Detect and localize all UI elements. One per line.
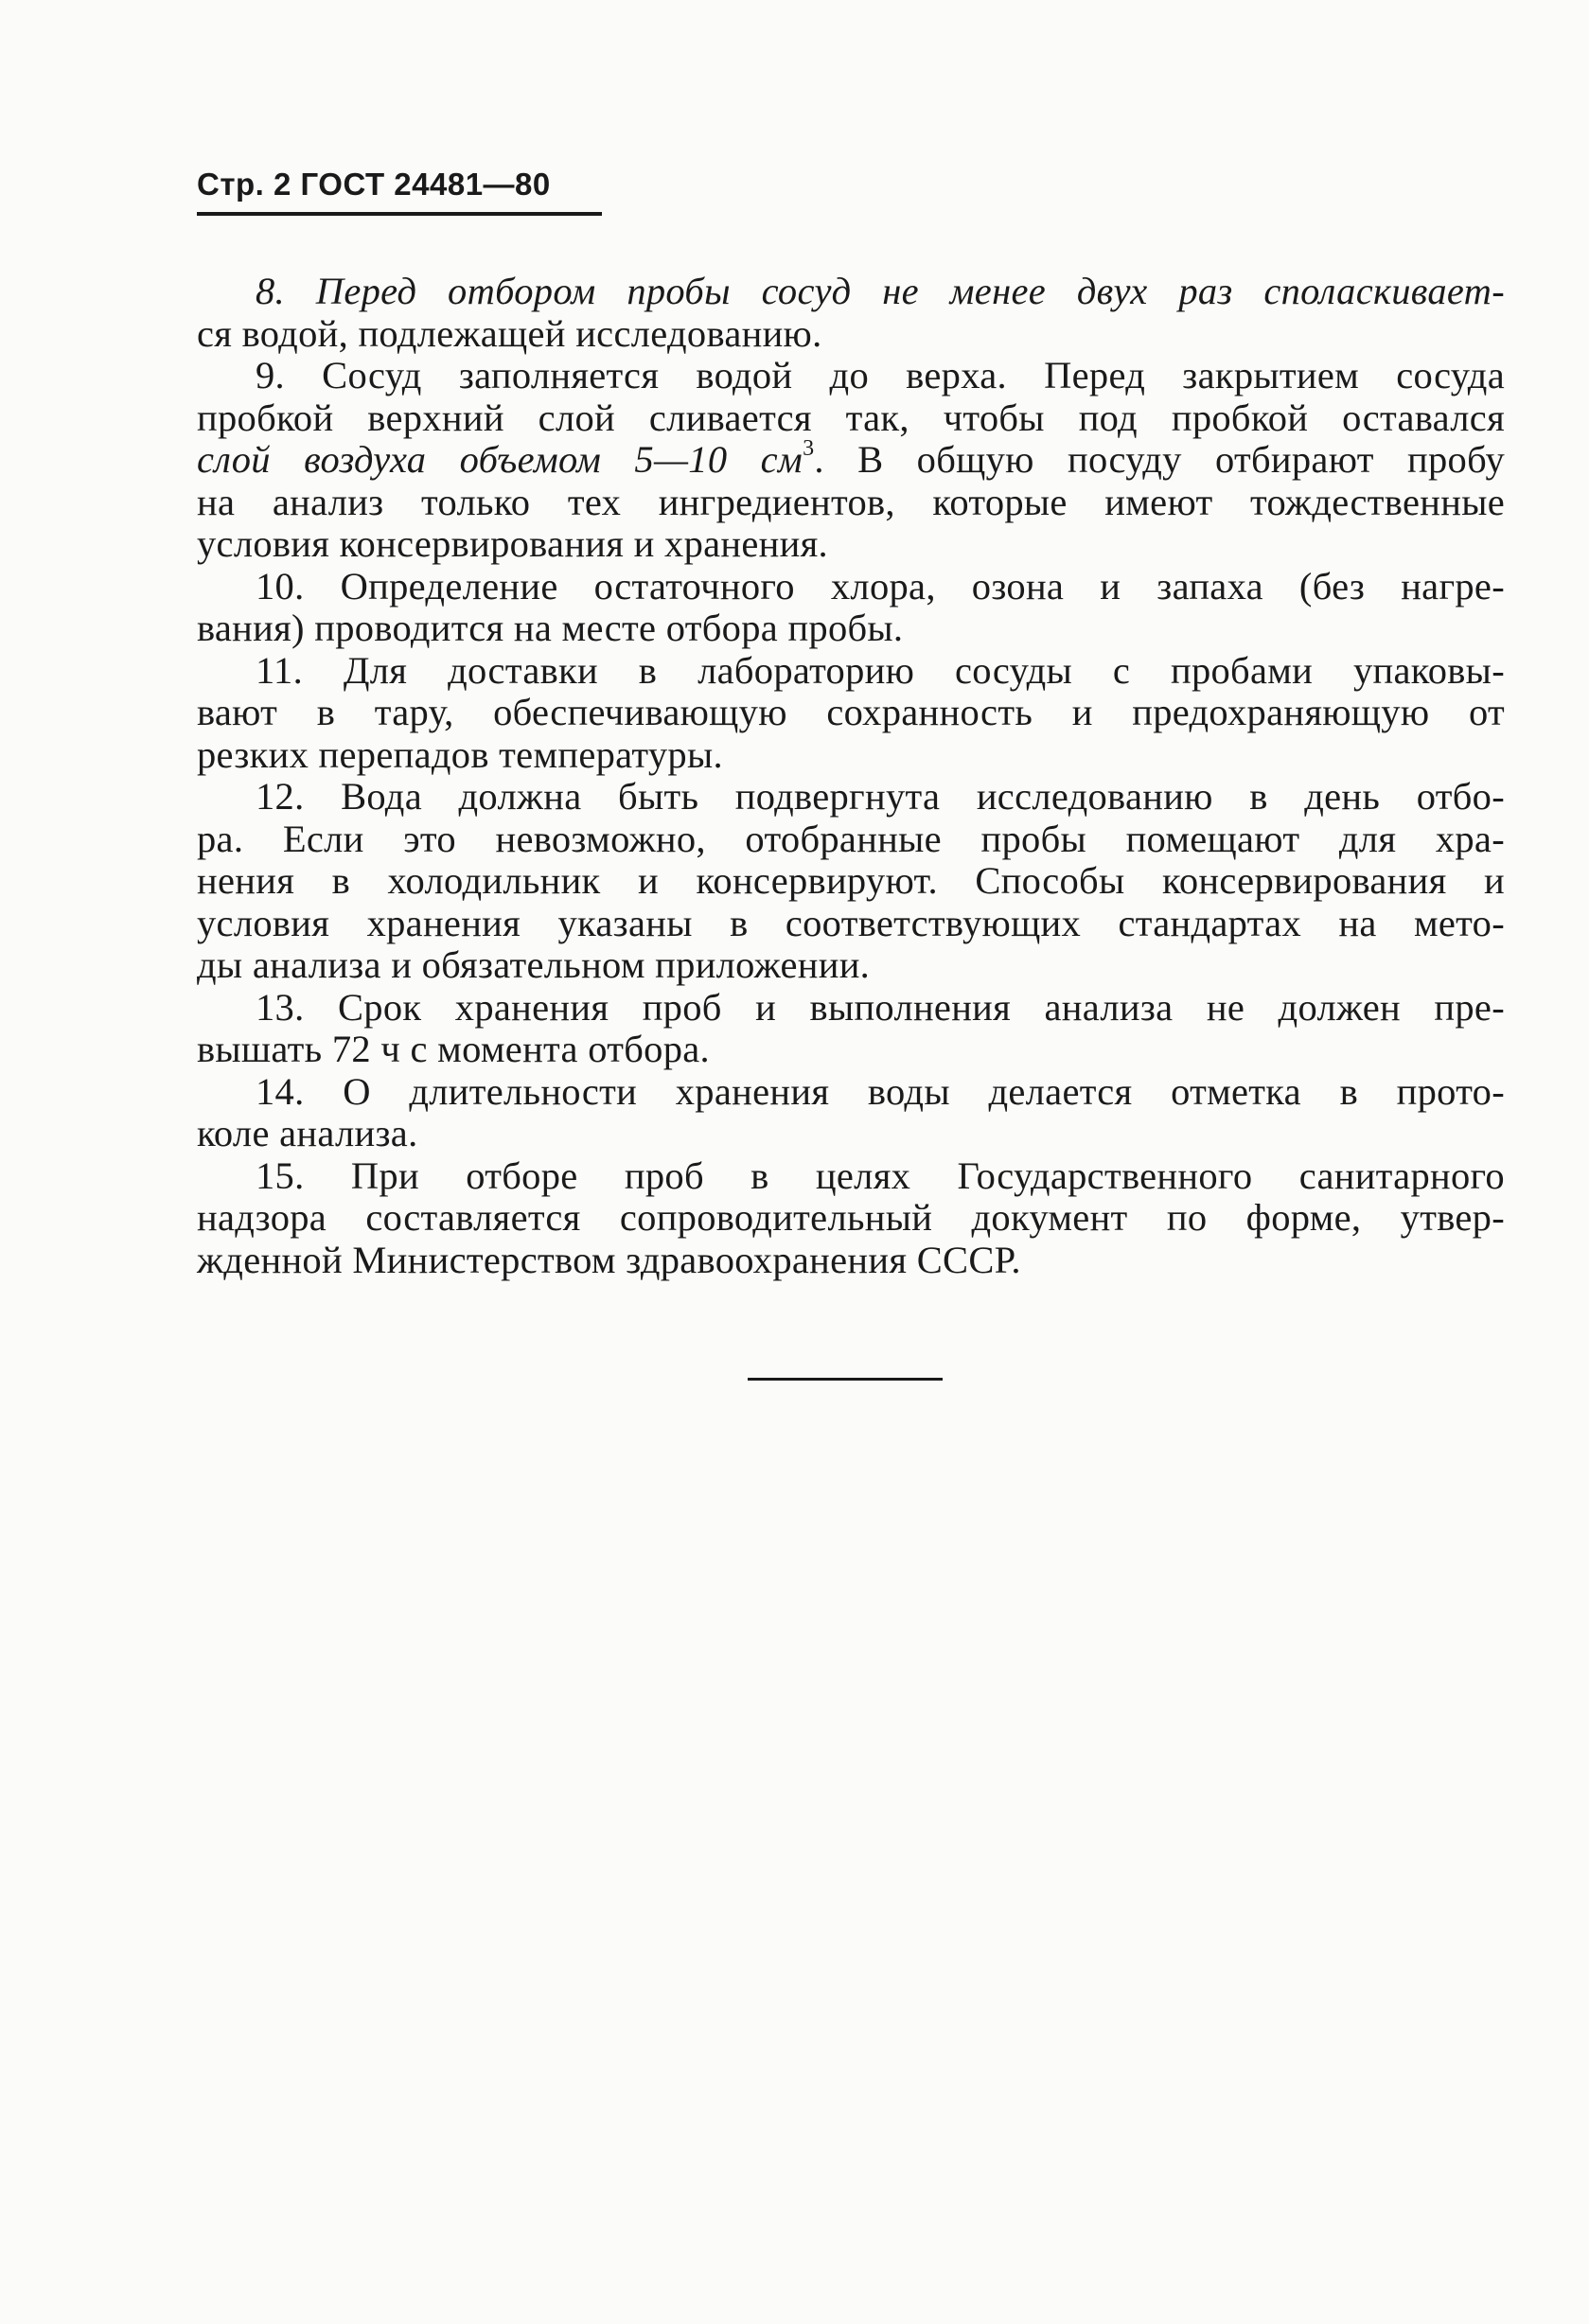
paragraph-line: 15. При отборе проб в целях Государственного санитарного — [256, 1153, 1505, 1197]
paragraph-line: на анализ только тех ингредиентов, которые имеют тождественные — [197, 480, 1505, 523]
paragraph-line: 10. Определение остаточного хлора, озона и запаха (без нагре- — [256, 564, 1505, 607]
superscript: 3 — [803, 435, 815, 461]
paragraph-line: надзора составляется сопроводительный документ по форме, утвер- — [197, 1196, 1505, 1239]
paragraph-line: жденной Министерством здравоохранения СССР. — [197, 1238, 1021, 1281]
header-text — [197, 167, 604, 202]
paragraph-number: 14. — [256, 1069, 305, 1113]
paragraph-12 — [197, 776, 1505, 987]
paragraph-line: резких перепадов температуры. — [197, 732, 723, 776]
paragraph-11 — [197, 650, 1505, 777]
paragraph-line: пробкой верхний слой сливается так, чтобы под пробкой оставался — [197, 396, 1505, 439]
paragraph-number: 8. — [256, 270, 285, 312]
paragraph-number: 9. — [256, 354, 285, 396]
paragraph-line: 11. Для доставки в лабораторию сосуды с пробами упаковы- — [256, 648, 1505, 692]
paragraph-line: коле анализа. — [197, 1112, 418, 1154]
paragraph-10 — [197, 566, 1505, 650]
paragraph-13 — [197, 987, 1505, 1071]
paragraph-number: 11. — [256, 648, 304, 692]
end-rule — [748, 1378, 943, 1381]
paragraph-line: слой воздуха объемом 5—10 $см^3$. В общую посуду отбирают пробу — [197, 435, 1505, 481]
paragraph-number: 10. — [256, 564, 305, 607]
paragraph-line: 9. Сосуд заполняется водой до верха. Перед закрытием сосуда — [256, 354, 1505, 396]
paragraph-line: условия консервирования и хранения. — [197, 522, 828, 565]
paragraph-14 — [197, 1071, 1505, 1155]
paragraph-15 — [197, 1155, 1505, 1282]
paragraph-line: нения в холодильник и консервируют. Способы консервирования и — [197, 859, 1505, 902]
paragraph-line: 14. О длительности хранения воды делается отметка в прото- — [256, 1069, 1505, 1113]
paragraph-9 — [197, 355, 1505, 566]
paragraph-line: 12. Вода должна быть подвергнута исследованию в день отбо- — [256, 775, 1505, 818]
paragraph-line: вания) проводится на месте отбора пробы. — [197, 607, 904, 649]
paragraph-8 — [197, 271, 1505, 355]
paragraph-line: вают в тару, обеспечивающую сохранность и предохраняющую от — [197, 691, 1505, 733]
header-rule — [197, 212, 602, 216]
paragraph-line: 8. Перед отбором пробы сосуд не менее двух раз споласкивает- — [256, 270, 1505, 312]
paragraph-line: ды анализа и обязательном приложении. — [197, 943, 871, 986]
standard-number: ГОСТ 24481—80 — [300, 167, 551, 202]
paragraph-line: ра. Если это невозможно, отобранные пробы помещают для хра- — [197, 817, 1505, 860]
page-header — [197, 167, 604, 216]
paragraph-number: 12. — [256, 775, 305, 818]
paragraph-number: 15. — [256, 1153, 305, 1197]
paragraph-line: ся водой, подлежащей исследованию. — [197, 311, 822, 355]
page-number: Стр. 2 — [197, 167, 291, 202]
paragraph-line: условия хранения указаны в соответствующих стандартах на мето- — [197, 901, 1505, 944]
paragraph-line: 13. Срок хранения проб и выполнения анализа не должен пре- — [256, 985, 1505, 1029]
paragraph-number: 13. — [256, 985, 305, 1029]
paragraph-line: вышать 72 ч с момента отбора. — [197, 1028, 710, 1070]
document-body — [197, 271, 1505, 1281]
